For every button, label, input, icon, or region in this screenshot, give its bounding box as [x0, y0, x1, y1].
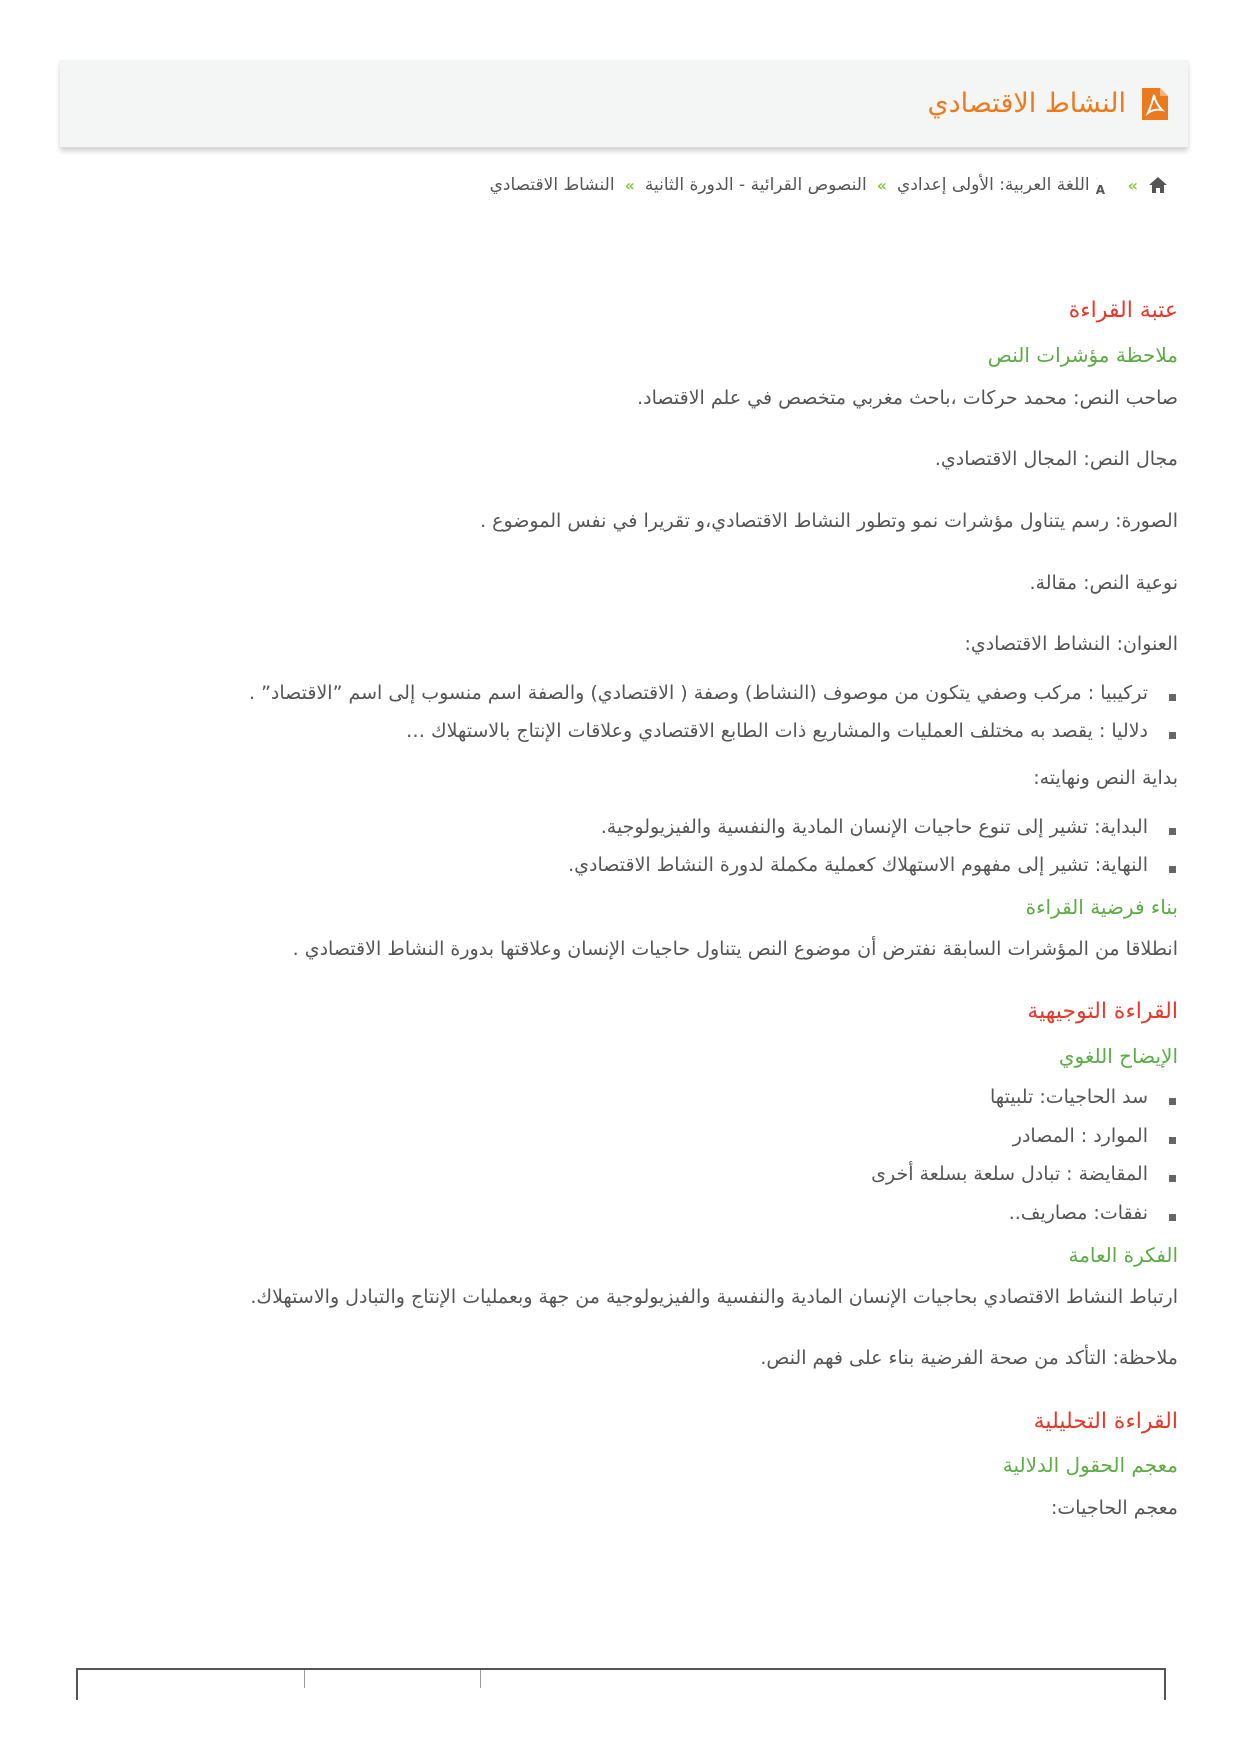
breadcrumb-separator: » [1127, 175, 1138, 195]
paragraph-field: مجال النص: المجال الاقتصادي. [934, 448, 1178, 471]
subsection-title-semantic-fields: معجم الحقول الدلالية [1002, 1453, 1178, 1478]
section-title-guided-reading: القراءة التوجيهية [1027, 999, 1178, 1025]
breadcrumb-item-current: النشاط الاقتصادي [489, 175, 615, 195]
title-card [60, 60, 1188, 148]
breadcrumb-separator: » [876, 175, 888, 195]
paragraph-author: صاحب النص: محمد حركات ،باحث مغربي متخصص في علم الاقتصاد. [637, 386, 1178, 409]
title-analysis-list [58, 680, 1178, 745]
pdf-icon[interactable] [1140, 86, 1170, 122]
paragraph-image: الصورة: رسم يتناول مؤشرات نمو وتطور النشاط الاقتصادي،و تقريرا في نفس الموضوع . [480, 509, 1178, 532]
list-item: تركيبيا : مركب وصفي يتكون من موصوف (النشاط) وصفة ( الاقتصادي) والصفة اسم منسوب إلى اسم ”الاقتصاد” . [58, 680, 1178, 707]
article-content [58, 296, 1178, 1522]
list-item: دلاليا : يقصد به مختلف العمليات والمشاريع ذات الطابع الاقتصادي وعلاقات الإنتاج بالاستهلاك … [58, 718, 1178, 745]
subsection-title-text-indicators: ملاحظة مؤشرات النص [987, 342, 1178, 367]
breadcrumb-item-arabic-first-prep[interactable]: اللغة العربية: الأولى إعدادي [897, 175, 1090, 195]
page [60, 60, 1188, 200]
page-title: النشاط الاقتصادي [927, 88, 1126, 119]
paragraph-text-type: نوعية النص: مقالة. [1029, 571, 1178, 594]
subsection-title-main-idea: الفكرة العامة [1068, 1242, 1178, 1267]
list-item: النهاية: تشير إلى مفهوم الاستهلاك كعملية مكملة لدورة النشاط الاقتصادي. [58, 852, 1178, 879]
breadcrumb-separator: » [624, 175, 635, 195]
section-title-analytical-reading: القراءة التحليلية [1033, 1408, 1178, 1434]
subsection-title-hypothesis: بناء فرضية القراءة [1025, 894, 1178, 919]
list-item: نفقات: مصاريف.. [58, 1200, 1178, 1227]
paragraph-needs-lexicon: معجم الحاجيات: [1051, 1497, 1178, 1520]
translate-icon [1096, 175, 1118, 195]
breadcrumb [60, 170, 1188, 200]
table-column-divider [480, 1670, 481, 1688]
list-item: الموارد : المصادر [58, 1123, 1178, 1150]
paragraph-title-label: العنوان: النشاط الاقتصادي: [964, 633, 1178, 656]
lexicon-table [76, 1668, 1166, 1700]
table-column-divider [304, 1670, 305, 1688]
svg-text:A: A [1095, 183, 1105, 195]
paragraph-hypothesis: انطلاقا من المؤشرات السابقة نفترض أن موضوع النص يتناول حاجيات الإنسان وعلاقتها بدورة النشاط الاقتصادي . [292, 937, 1178, 960]
list-item: سد الحاجيات: تلبيتها [58, 1084, 1178, 1111]
list-item: المقايضة : تبادل سلعة بسلعة أخرى [58, 1161, 1178, 1188]
section-title-reading-threshold: عتبة القراءة [1068, 298, 1178, 323]
paragraph-note: ملاحظة: التأكد من صحة الفرضية بناء على فهم النص. [760, 1347, 1178, 1370]
paragraph-main-idea: ارتباط النشاط الاقتصادي بحاجيات الإنسان المادية والنفسية والفيزيولوجية من جهة وبعمليات الإنتاج والتبادل والاستهلاك. [250, 1285, 1178, 1308]
subsection-title-vocabulary: الإيضاح اللغوي [1058, 1044, 1178, 1069]
start-end-list [58, 814, 1178, 879]
paragraph-start-end-label: بداية النص ونهايته: [1033, 766, 1178, 789]
vocabulary-list [58, 1084, 1178, 1226]
breadcrumb-item-reading-texts[interactable]: النصوص القرائية - الدورة الثانية [644, 175, 867, 195]
home-icon[interactable] [1148, 176, 1168, 194]
list-item: البداية: تشير إلى تنوع حاجيات الإنسان المادية والنفسية والفيزيولوجية. [58, 814, 1178, 841]
